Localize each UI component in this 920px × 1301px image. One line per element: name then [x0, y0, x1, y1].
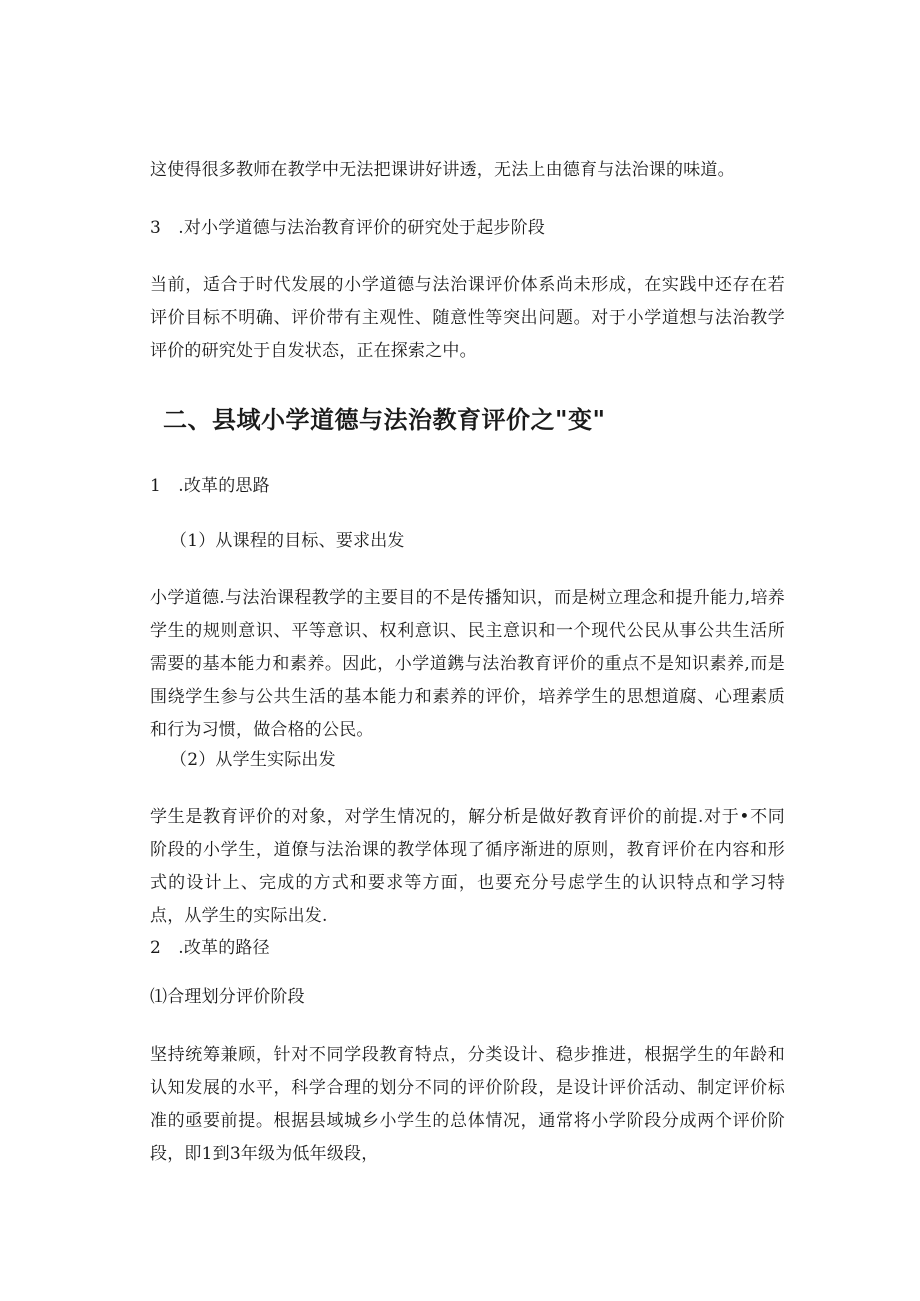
- subheading-1-2: （2）从学生实际出发: [170, 750, 336, 770]
- paragraph-student-reality: 学生是教育评价的对象，对学生情况的，解分析是做好教育评价的前提.对于•不同阶段的小学生，道僚与法治课的教学体现了循序渐进的原则，教育评价在内容和形式的设计上、完成的方式和要求等方面，也要充分号虑学生的认识特点和学习特点，从学生的实际出发.: [150, 807, 785, 926]
- paragraph-continuation: 这使得很多教师在教学中无法把课讲好讲透，无法上由德育与法治课的味道。: [150, 160, 735, 180]
- subheading-1: 1 .改革的思路: [150, 476, 270, 496]
- subheading-2-1: ⑴合理划分评价阶段: [150, 987, 305, 1007]
- section-title: 二、县域小学道德与法治教育评价之"变": [163, 405, 606, 434]
- subheading-1-1: （1）从课程的目标、要求出发: [170, 531, 405, 551]
- paragraph-course-goals: 小学道德.与法治课程教学的主要目的不是传播知识，而是树立理念和提升能力,培养学生的规则意识、平等意识、权利意识、民主意识和一个现代公民从事公共生活所需要的基本能力和素养。因此，小学道鎸与法治教育评价的重点不是知识素养,而是围绕学生参与公共生活的基本能力和素养的评价，培养学生的思想道腐、心理素质和行为习惯，做合格的公民。: [150, 588, 785, 740]
- subheading-2: 2 .改革的路径: [150, 938, 270, 958]
- paragraph-current-situation: 当前，适合于时代发展的小学道德与法治课评价体系尚未形成，在实践中还存在若评价目标不明确、评价带有主观性、随意性等突出问题。对于小学道想与法治教学评价的研究处于自发状态，正在探索之中。: [150, 275, 785, 361]
- paragraph-evaluation-stages: 坚持统筹兼顾，针对不同学段教育特点，分类设计、稳步推进，根据学生的年龄和认知发展的水平，科学合理的划分不同的评价阶段，是设计评价活动、制定评价标准的亟要前提。根据县域城乡小学生的总体情况，通常将小学阶段分成两个评价阶段，即1到3年级为低年级段，: [150, 1045, 785, 1164]
- subheading-3: 3 .对小学道德与法治教育评价的研究处于起步阶段: [150, 218, 546, 238]
